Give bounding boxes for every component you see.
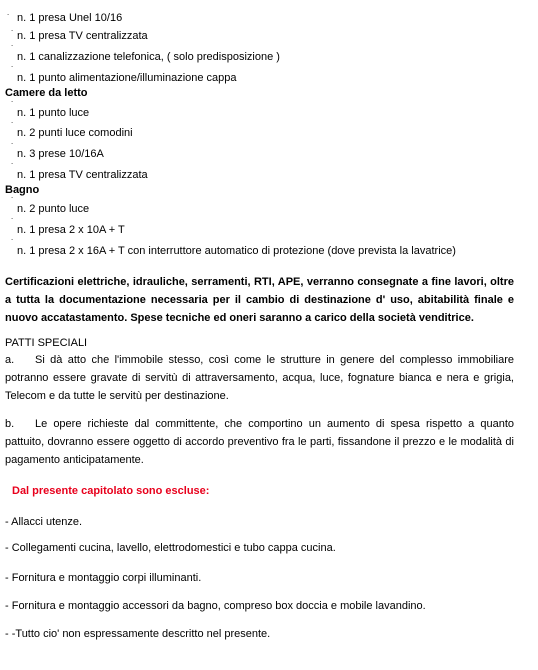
list-item: n. 1 presa 2 x 16A + T con interruttore automatico di protezione (dove prevista la lavatrice) xyxy=(17,245,456,257)
clause-text: Si dà atto che l'immobile stesso, così come le strutture in genere del complesso immobiliare potranno essere gravate di servitù di attraversamento, acqua, luce, fognature bianca e nera e grigia, Telecom e da tutte le servitù per destinazione. xyxy=(5,354,514,402)
list-item: n. 1 presa TV centralizzata xyxy=(17,30,148,42)
bullet-marker: ˙ xyxy=(11,44,14,54)
bullet-marker: ˙ xyxy=(11,162,14,172)
certificazioni-paragraph: Certificazioni elettriche, idrauliche, serramenti, RTI, APE, verranno consegnate a fine lavori, oltre a tutta la documentazione necessaria per il cambio di destinazione d' uso, abitabilità finale e nuovo accatastamento. Spese tecniche ed oneri saranno a carico della società venditrice. xyxy=(5,276,514,324)
section-heading-patti: PATTI SPECIALI xyxy=(5,337,88,349)
section-heading-camere: Camere da letto xyxy=(5,87,88,99)
section-heading-bagno: Bagno xyxy=(5,184,40,196)
bullet-marker: ˙ xyxy=(7,13,10,23)
excluded-item: - Allacci utenze. xyxy=(5,516,83,528)
bullet-marker: ˙ xyxy=(11,217,14,227)
bullet-marker: ˙ xyxy=(11,65,14,75)
list-item: n. 1 presa 2 x 10A + T xyxy=(17,224,125,236)
list-item: n. 1 punto luce xyxy=(17,107,90,119)
bullet-marker: ˙ xyxy=(11,196,14,206)
list-item: n. 2 punti luce comodini xyxy=(17,127,133,139)
bullet-marker: ˙ xyxy=(11,238,14,248)
excluded-item: - -Tutto cio' non espressamente descritto nel presente. xyxy=(5,628,271,640)
patti-clause-b xyxy=(5,415,514,469)
bullet-marker: ˙ xyxy=(11,142,14,152)
escluse-heading: Dal presente capitolato sono escluse: xyxy=(12,485,210,497)
list-item: n. 1 presa TV centralizzata xyxy=(17,169,148,181)
clause-label: a. xyxy=(5,354,15,366)
clause-text: Le opere richieste dal committente, che comportino un aumento di spesa rispetto a quanto pattuito, dovranno essere oggetto di accordo preventivo fra le parti, fissandone il prezzo e le modalità di pagamento anticipatamente. xyxy=(5,418,514,466)
clause-label: b. xyxy=(5,418,15,430)
excluded-item: - Collegamenti cucina, lavello, elettrodomestici e tubo cappa cucina. xyxy=(5,542,336,554)
excluded-item: - Fornitura e montaggio accessori da bagno, compreso box doccia e mobile lavandino. xyxy=(5,600,426,612)
list-item: n. 3 prese 10/16A xyxy=(17,148,104,160)
list-item: n. 1 punto alimentazione/illuminazione cappa xyxy=(17,72,237,84)
list-item: n. 2 punto luce xyxy=(17,203,90,215)
bullet-marker: ˙ xyxy=(11,121,14,131)
list-item: n. 1 presa Unel 10/16 xyxy=(17,12,123,24)
list-item: n. 1 canalizzazione telefonica, ( solo predisposizione ) xyxy=(17,51,280,63)
bullet-marker: ˙ xyxy=(11,100,14,110)
bullet-marker: ˙ xyxy=(11,29,14,39)
patti-clause-a xyxy=(5,351,514,405)
excluded-item: - Fornitura e montaggio corpi illuminanti. xyxy=(5,572,202,584)
